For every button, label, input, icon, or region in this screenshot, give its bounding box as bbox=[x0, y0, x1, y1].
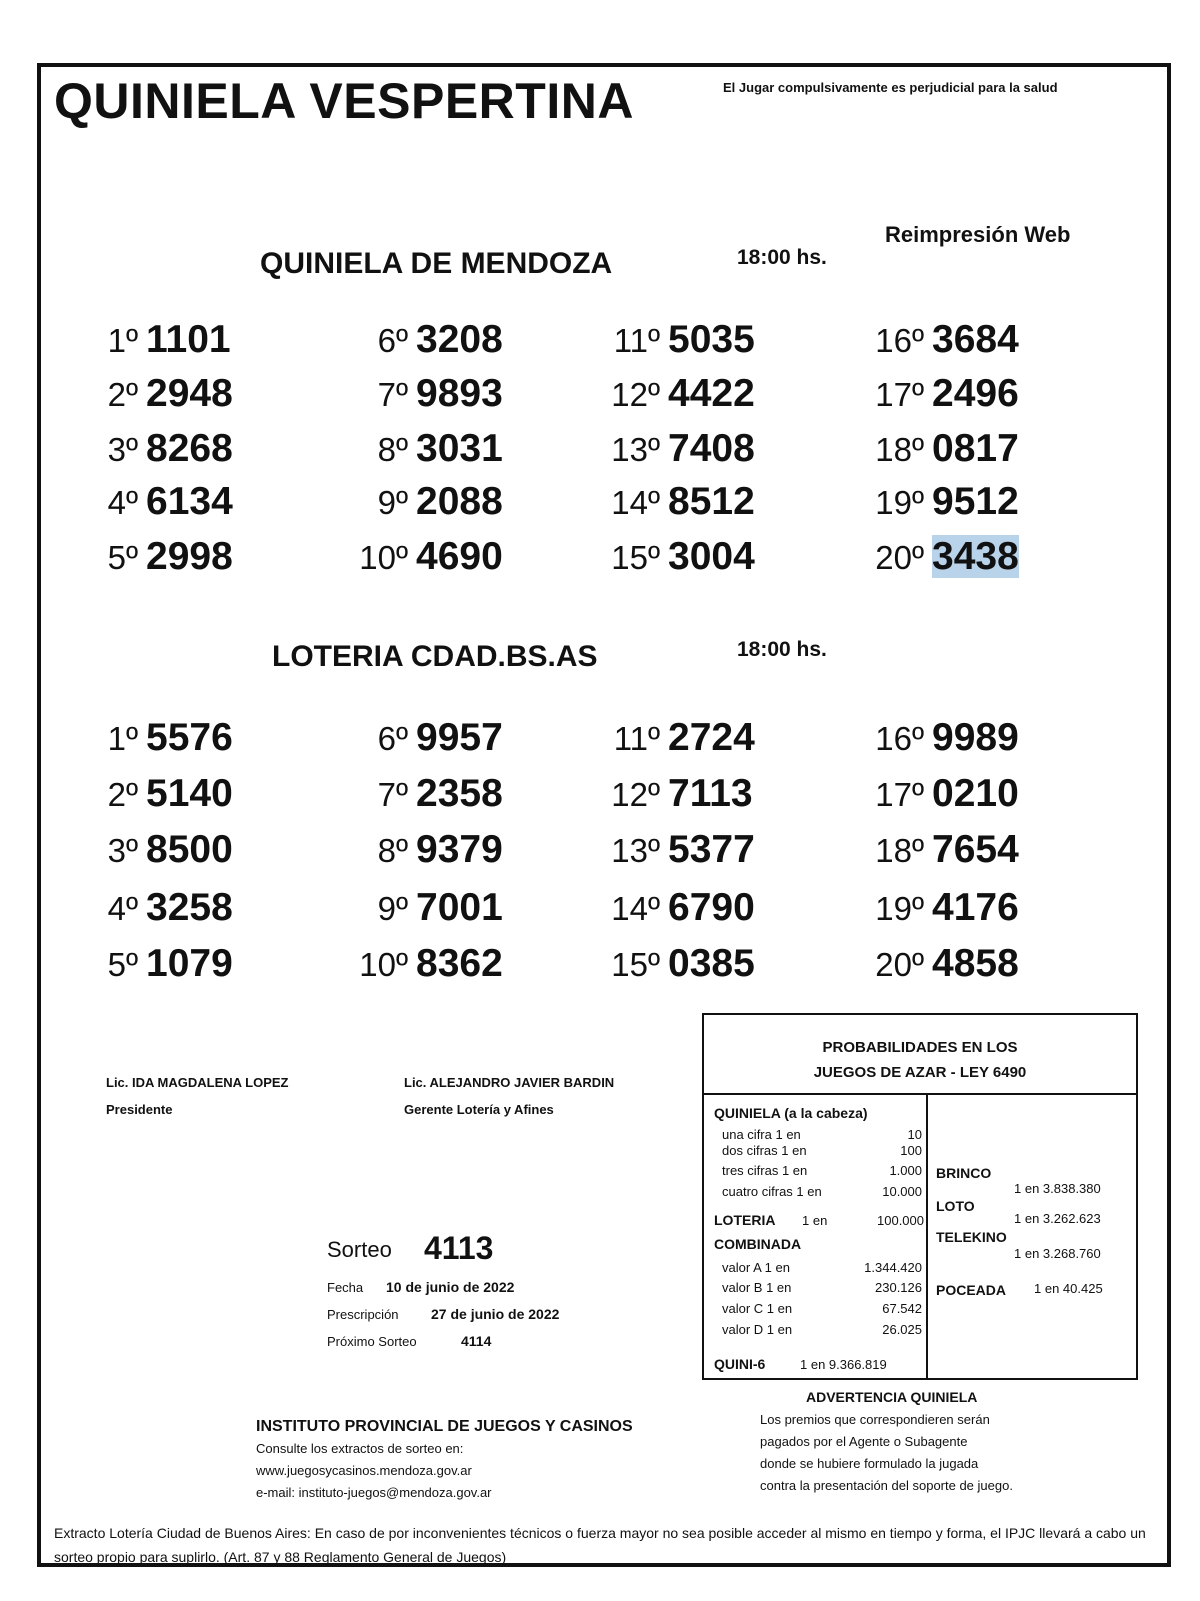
quiniela-odds-row-value: 100 bbox=[900, 1143, 922, 1158]
result-position: 13º bbox=[611, 832, 660, 869]
result-entry bbox=[344, 535, 503, 579]
result-entry bbox=[102, 372, 233, 416]
result-entry bbox=[872, 772, 1019, 816]
result-position: 7º bbox=[377, 776, 408, 813]
result-position: 4º bbox=[107, 890, 138, 927]
result-position: 3º bbox=[107, 431, 138, 468]
result-position: 7º bbox=[377, 376, 408, 413]
result-entry bbox=[344, 318, 503, 362]
loteria-odds-value: 100.000 bbox=[877, 1213, 924, 1228]
result-entry bbox=[102, 535, 233, 579]
result-number: 9989 bbox=[932, 716, 1019, 759]
result-entry bbox=[608, 318, 755, 362]
result-number: 0385 bbox=[668, 942, 755, 985]
signature-1-role: Presidente bbox=[106, 1102, 173, 1117]
result-entry bbox=[102, 427, 233, 471]
result-entry bbox=[872, 942, 1019, 986]
quiniela-odds-row-label: tres cifras 1 en bbox=[722, 1163, 808, 1178]
result-position: 14º bbox=[611, 484, 660, 521]
result-number: 2724 bbox=[668, 716, 755, 759]
result-number: 7001 bbox=[416, 886, 503, 929]
result-position: 11º bbox=[613, 720, 660, 757]
reprint-label: Reimpresión Web bbox=[885, 222, 1071, 247]
result-entry bbox=[102, 716, 233, 760]
result-position: 3º bbox=[107, 832, 138, 869]
result-number: 7113 bbox=[668, 772, 753, 815]
advertencia-title: ADVERTENCIA QUINIELA bbox=[806, 1389, 978, 1405]
result-number: 9957 bbox=[416, 716, 503, 759]
result-number: 8500 bbox=[146, 828, 233, 871]
advertencia-line-3: donde se hubiere formulado la jugada bbox=[760, 1456, 979, 1471]
result-position: 10º bbox=[359, 539, 408, 576]
result-position: 12º bbox=[611, 776, 660, 813]
result-entry bbox=[608, 372, 755, 416]
result-position: 2º bbox=[107, 776, 138, 813]
result-number: 5035 bbox=[668, 318, 755, 361]
result-number: 6790 bbox=[668, 886, 755, 929]
footer-note: Extracto Lotería Ciudad de Buenos Aires: En caso de por inconvenientes técnicos o fuerza mayor no sea posible acceder al mismo en tiempo y forma, el IPJC llevará a cabo un sorteo propio para suplirlo. (Art. 87 y 88 Reglamento General de Juegos) bbox=[54, 1525, 1146, 1565]
result-number: 1101 bbox=[146, 318, 231, 361]
result-position: 19º bbox=[875, 890, 924, 927]
result-entry bbox=[102, 318, 231, 362]
result-position: 1º bbox=[107, 322, 138, 359]
result-entry bbox=[344, 886, 503, 930]
institute-email: e-mail: instituto-juegos@mendoza.gov.ar bbox=[256, 1485, 492, 1500]
result-entry bbox=[608, 772, 753, 816]
result-number: 6134 bbox=[146, 480, 233, 523]
draw-label: Sorteo bbox=[327, 1237, 392, 1262]
result-entry bbox=[344, 427, 503, 471]
result-entry bbox=[344, 372, 503, 416]
result-entry bbox=[608, 886, 755, 930]
combinada-odds-row-label: valor D 1 en bbox=[722, 1322, 793, 1337]
combinada-odds-row-value: 67.542 bbox=[882, 1301, 922, 1316]
result-number: 3438 bbox=[932, 535, 1019, 578]
result-position: 12º bbox=[611, 376, 660, 413]
result-position: 8º bbox=[377, 832, 408, 869]
mendoza-time: 18:00 hs. bbox=[737, 246, 827, 269]
result-number: 3258 bbox=[146, 886, 233, 929]
result-number: 8268 bbox=[146, 427, 233, 470]
probabilities-divider bbox=[926, 1095, 928, 1380]
result-number: 2358 bbox=[416, 772, 503, 815]
result-entry bbox=[102, 772, 233, 816]
quiniela-odds-label: QUINIELA (a la cabeza) bbox=[714, 1105, 868, 1121]
result-number: 0817 bbox=[932, 427, 1019, 470]
combinada-odds-row-value: 1.344.420 bbox=[864, 1260, 922, 1275]
result-number: 7654 bbox=[932, 828, 1019, 871]
quiniela-odds-row-value: 10 bbox=[907, 1127, 922, 1142]
probabilities-title-2: JUEGOS DE AZAR - LEY 6490 bbox=[813, 1064, 1027, 1081]
result-position: 17º bbox=[875, 376, 924, 413]
probabilities-header bbox=[704, 1015, 1136, 1095]
probabilities-box bbox=[702, 1013, 1138, 1380]
result-position: 5º bbox=[107, 946, 138, 983]
result-number: 9893 bbox=[416, 372, 503, 415]
result-number: 0210 bbox=[932, 772, 1019, 815]
result-entry bbox=[872, 372, 1019, 416]
result-entry bbox=[344, 772, 503, 816]
result-position: 20º bbox=[875, 946, 924, 983]
result-position: 4º bbox=[107, 484, 138, 521]
result-number: 3004 bbox=[668, 535, 755, 578]
brinco-odds-label: BRINCO bbox=[936, 1165, 992, 1181]
result-entry bbox=[872, 318, 1019, 362]
combinada-odds-row-value: 26.025 bbox=[882, 1322, 922, 1337]
mendoza-title: QUINIELA DE MENDOZA bbox=[260, 247, 613, 280]
result-entry bbox=[102, 942, 233, 986]
poceada-odds-value: 1 en 40.425 bbox=[1034, 1281, 1103, 1296]
combinada-odds-row-value: 230.126 bbox=[875, 1280, 922, 1295]
result-entry bbox=[872, 716, 1019, 760]
result-position: 20º bbox=[875, 539, 924, 576]
result-number: 2496 bbox=[932, 372, 1019, 415]
result-position: 9º bbox=[377, 890, 408, 927]
result-number: 1079 bbox=[146, 942, 233, 985]
result-position: 17º bbox=[875, 776, 924, 813]
signature-1-name: Lic. IDA MAGDALENA LOPEZ bbox=[106, 1075, 289, 1090]
result-position: 6º bbox=[377, 720, 408, 757]
result-position: 13º bbox=[611, 431, 660, 468]
result-number: 8362 bbox=[416, 942, 503, 985]
result-number: 3208 bbox=[416, 318, 503, 361]
institute-name: INSTITUTO PROVINCIAL DE JUEGOS Y CASINOS bbox=[256, 1418, 633, 1435]
result-entry bbox=[872, 828, 1019, 872]
result-number: 4690 bbox=[416, 535, 503, 578]
result-position: 18º bbox=[875, 431, 924, 468]
institute-website: www.juegosycasinos.mendoza.gov.ar bbox=[256, 1463, 472, 1478]
next-draw-value: 4114 bbox=[461, 1333, 492, 1349]
result-position: 19º bbox=[875, 484, 924, 521]
result-number: 7408 bbox=[668, 427, 755, 470]
quiniela-odds-row-label: cuatro cifras 1 en bbox=[722, 1184, 822, 1199]
health-warning: El Jugar compulsivamente es perjudicial para la salud bbox=[723, 80, 1058, 95]
quiniela-odds-row-label: dos cifras 1 en bbox=[722, 1143, 807, 1158]
signature-2-role: Gerente Lotería y Afines bbox=[404, 1102, 554, 1117]
prescription-value: 27 de junio de 2022 bbox=[431, 1306, 560, 1322]
result-entry bbox=[102, 886, 233, 930]
advertencia-line-1: Los premios que correspondieren serán bbox=[760, 1412, 990, 1427]
loto-odds-value: 1 en 3.262.623 bbox=[1014, 1211, 1101, 1226]
result-number: 9512 bbox=[932, 480, 1019, 523]
poceada-odds-label: POCEADA bbox=[936, 1282, 1007, 1298]
quini6-odds-value: 1 en 9.366.819 bbox=[800, 1357, 887, 1372]
result-position: 15º bbox=[611, 946, 660, 983]
combinada-odds-label: COMBINADA bbox=[714, 1236, 802, 1252]
result-entry bbox=[344, 716, 503, 760]
result-number: 4858 bbox=[932, 942, 1019, 985]
bsas-title: LOTERIA CDAD.BS.AS bbox=[272, 640, 598, 673]
signature-2-name: Lic. ALEJANDRO JAVIER BARDIN bbox=[404, 1075, 615, 1090]
result-entry bbox=[872, 427, 1019, 471]
result-position: 14º bbox=[611, 890, 660, 927]
quiniela-odds-row-value: 10.000 bbox=[882, 1184, 922, 1199]
prescription-label: Prescripción bbox=[327, 1307, 399, 1322]
loteria-odds-label: LOTERIA bbox=[714, 1212, 776, 1228]
brinco-odds-value: 1 en 3.838.380 bbox=[1014, 1181, 1101, 1196]
result-position: 16º bbox=[875, 720, 924, 757]
result-entry bbox=[102, 480, 233, 524]
result-position: 15º bbox=[611, 539, 660, 576]
date-label: Fecha bbox=[327, 1280, 364, 1295]
combinada-odds-row-label: valor A 1 en bbox=[722, 1260, 790, 1275]
result-entry bbox=[608, 828, 755, 872]
result-entry bbox=[608, 535, 755, 579]
telekino-odds-label: TELEKINO bbox=[936, 1229, 1007, 1245]
result-entry bbox=[344, 942, 503, 986]
result-number: 3684 bbox=[932, 318, 1019, 361]
result-position: 5º bbox=[107, 539, 138, 576]
result-entry bbox=[608, 716, 755, 760]
result-entry bbox=[872, 480, 1019, 524]
result-position: 8º bbox=[377, 431, 408, 468]
result-position: 9º bbox=[377, 484, 408, 521]
result-number: 4422 bbox=[668, 372, 755, 415]
institute-line-1: Consulte los extractos de sorteo en: bbox=[256, 1441, 464, 1456]
telekino-odds-value: 1 en 3.268.760 bbox=[1014, 1246, 1101, 1261]
result-number: 2998 bbox=[146, 535, 233, 578]
result-number: 3031 bbox=[416, 427, 503, 470]
result-number: 8512 bbox=[668, 480, 755, 523]
result-number: 4176 bbox=[932, 886, 1019, 929]
result-entry bbox=[344, 480, 503, 524]
bsas-time: 18:00 hs. bbox=[737, 638, 827, 661]
result-number: 5140 bbox=[146, 772, 233, 815]
quiniela-odds-row-value: 1.000 bbox=[889, 1163, 922, 1178]
result-number: 5377 bbox=[668, 828, 755, 871]
result-entry bbox=[608, 480, 755, 524]
result-number: 2948 bbox=[146, 372, 233, 415]
result-number: 9379 bbox=[416, 828, 503, 871]
draw-number: 4113 bbox=[424, 1230, 494, 1266]
quini6-odds-label: QUINI-6 bbox=[714, 1356, 766, 1372]
result-position: 6º bbox=[377, 322, 408, 359]
result-position: 18º bbox=[875, 832, 924, 869]
combinada-odds-row-label: valor C 1 en bbox=[722, 1301, 793, 1316]
result-position: 2º bbox=[107, 376, 138, 413]
result-entry bbox=[608, 942, 755, 986]
result-entry bbox=[872, 886, 1019, 930]
result-number: 2088 bbox=[416, 480, 503, 523]
result-position: 11º bbox=[613, 322, 660, 359]
result-position: 10º bbox=[359, 946, 408, 983]
quiniela-odds-row-label: una cifra 1 en bbox=[722, 1127, 801, 1142]
probabilities-title-1: PROBABILIDADES EN LOS bbox=[822, 1039, 1018, 1056]
result-number: 5576 bbox=[146, 716, 233, 759]
result-entry bbox=[872, 535, 1019, 579]
result-entry bbox=[344, 828, 503, 872]
loteria-odds-text: 1 en bbox=[802, 1213, 828, 1228]
date-value: 10 de junio de 2022 bbox=[386, 1279, 515, 1295]
next-draw-label: Próximo Sorteo bbox=[327, 1334, 417, 1349]
result-position: 1º bbox=[107, 720, 138, 757]
loto-odds-label: LOTO bbox=[936, 1198, 975, 1214]
page-title: QUINIELA VESPERTINA bbox=[54, 73, 634, 129]
advertencia-line-2: pagados por el Agente o Subagente bbox=[760, 1434, 968, 1449]
result-position: 16º bbox=[875, 322, 924, 359]
combinada-odds-row-label: valor B 1 en bbox=[722, 1280, 792, 1295]
result-entry bbox=[608, 427, 755, 471]
advertencia-line-4: contra la presentación del soporte de juego. bbox=[760, 1478, 1013, 1493]
result-entry bbox=[102, 828, 233, 872]
